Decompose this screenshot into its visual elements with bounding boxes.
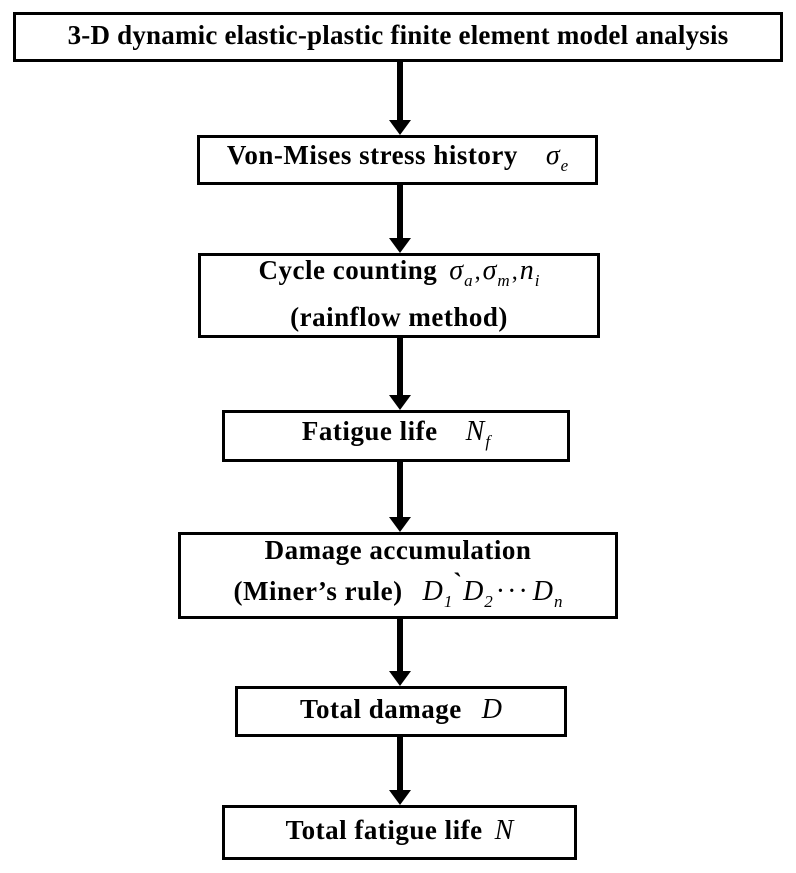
math-base: D <box>463 575 484 607</box>
box-label-line2 <box>233 567 563 620</box>
label-text: 3-D dynamic elastic-plastic finite element model analysis <box>67 19 729 50</box>
math-subscript: e <box>560 155 569 175</box>
label-text: (rainflow method) <box>290 301 508 332</box>
math-subscript: m <box>497 270 510 290</box>
math-D1-D2-Dn <box>422 567 563 611</box>
math-separator: ` <box>453 567 463 597</box>
arrow-stem <box>397 462 403 517</box>
math-subscript: a <box>464 270 473 290</box>
math-base: N <box>465 415 485 447</box>
math-subscript: f <box>485 431 491 451</box>
math-subscript: 2 <box>484 591 493 611</box>
flow-box-total-fatigue-life <box>222 805 577 860</box>
arrow-head-icon <box>389 395 411 410</box>
arrow-stem <box>397 185 403 238</box>
math-subscript: 1 <box>443 591 453 611</box>
math-D <box>482 694 502 725</box>
math-base: D <box>481 694 502 725</box>
box-label <box>227 137 568 184</box>
math-base: N <box>494 815 514 846</box>
math-base: σ <box>545 139 560 171</box>
flow-arrow-6 <box>389 737 411 805</box>
math-base: σ <box>449 254 464 286</box>
flow-arrow-4 <box>389 462 411 532</box>
arrow-head-icon <box>389 517 411 532</box>
arrow-stem <box>397 619 403 671</box>
math-base: σ <box>482 254 497 286</box>
flow-box-von-mises-stress-history <box>197 135 598 185</box>
math-sigma-e <box>545 139 569 175</box>
flow-box-damage-accumulation <box>178 532 618 619</box>
math-base: D <box>422 575 443 607</box>
math-N-f <box>465 415 491 451</box>
arrow-stem <box>397 737 403 790</box>
label-text: Total fatigue life <box>285 815 483 845</box>
label-text: Total damage <box>300 694 462 724</box>
flow-box-total-damage <box>235 686 567 737</box>
math-N <box>495 815 514 846</box>
label-text: Von-Mises stress history <box>226 139 518 170</box>
math-comma: , <box>474 258 481 285</box>
flow-arrow-5 <box>389 619 411 686</box>
arrow-head-icon <box>389 790 411 805</box>
box-label-line1 <box>259 252 540 299</box>
box-label-line1 <box>265 532 532 573</box>
flow-box-fem-analysis <box>13 12 783 62</box>
flow-box-fatigue-life <box>222 410 570 462</box>
math-base: n <box>519 254 534 286</box>
arrow-head-icon <box>389 671 411 686</box>
box-label <box>68 17 729 58</box>
flow-arrow-1 <box>389 62 411 135</box>
flow-arrow-3 <box>389 338 411 410</box>
box-label-line2 <box>290 299 508 340</box>
math-comma: , <box>511 258 518 285</box>
math-ellipsis: ··· <box>495 575 530 607</box>
label-text: (Miner’s rule) <box>233 575 403 606</box>
math-subscript: i <box>534 270 540 290</box>
math-base: D <box>532 575 554 607</box>
arrow-stem <box>397 62 403 120</box>
math-subscript: n <box>554 591 563 611</box>
flow-arrow-2 <box>389 185 411 253</box>
flow-box-cycle-counting <box>198 253 600 338</box>
box-label <box>300 691 502 732</box>
label-text: Cycle counting <box>258 254 438 285</box>
label-text: Fatigue life <box>301 415 438 446</box>
label-text: Damage accumulation <box>264 534 532 565</box>
math-sigma-a-sigma-m-n-i <box>449 254 540 290</box>
arrow-stem <box>397 338 403 395</box>
arrow-head-icon <box>389 120 411 135</box>
box-label <box>286 812 514 853</box>
box-label <box>302 413 490 460</box>
